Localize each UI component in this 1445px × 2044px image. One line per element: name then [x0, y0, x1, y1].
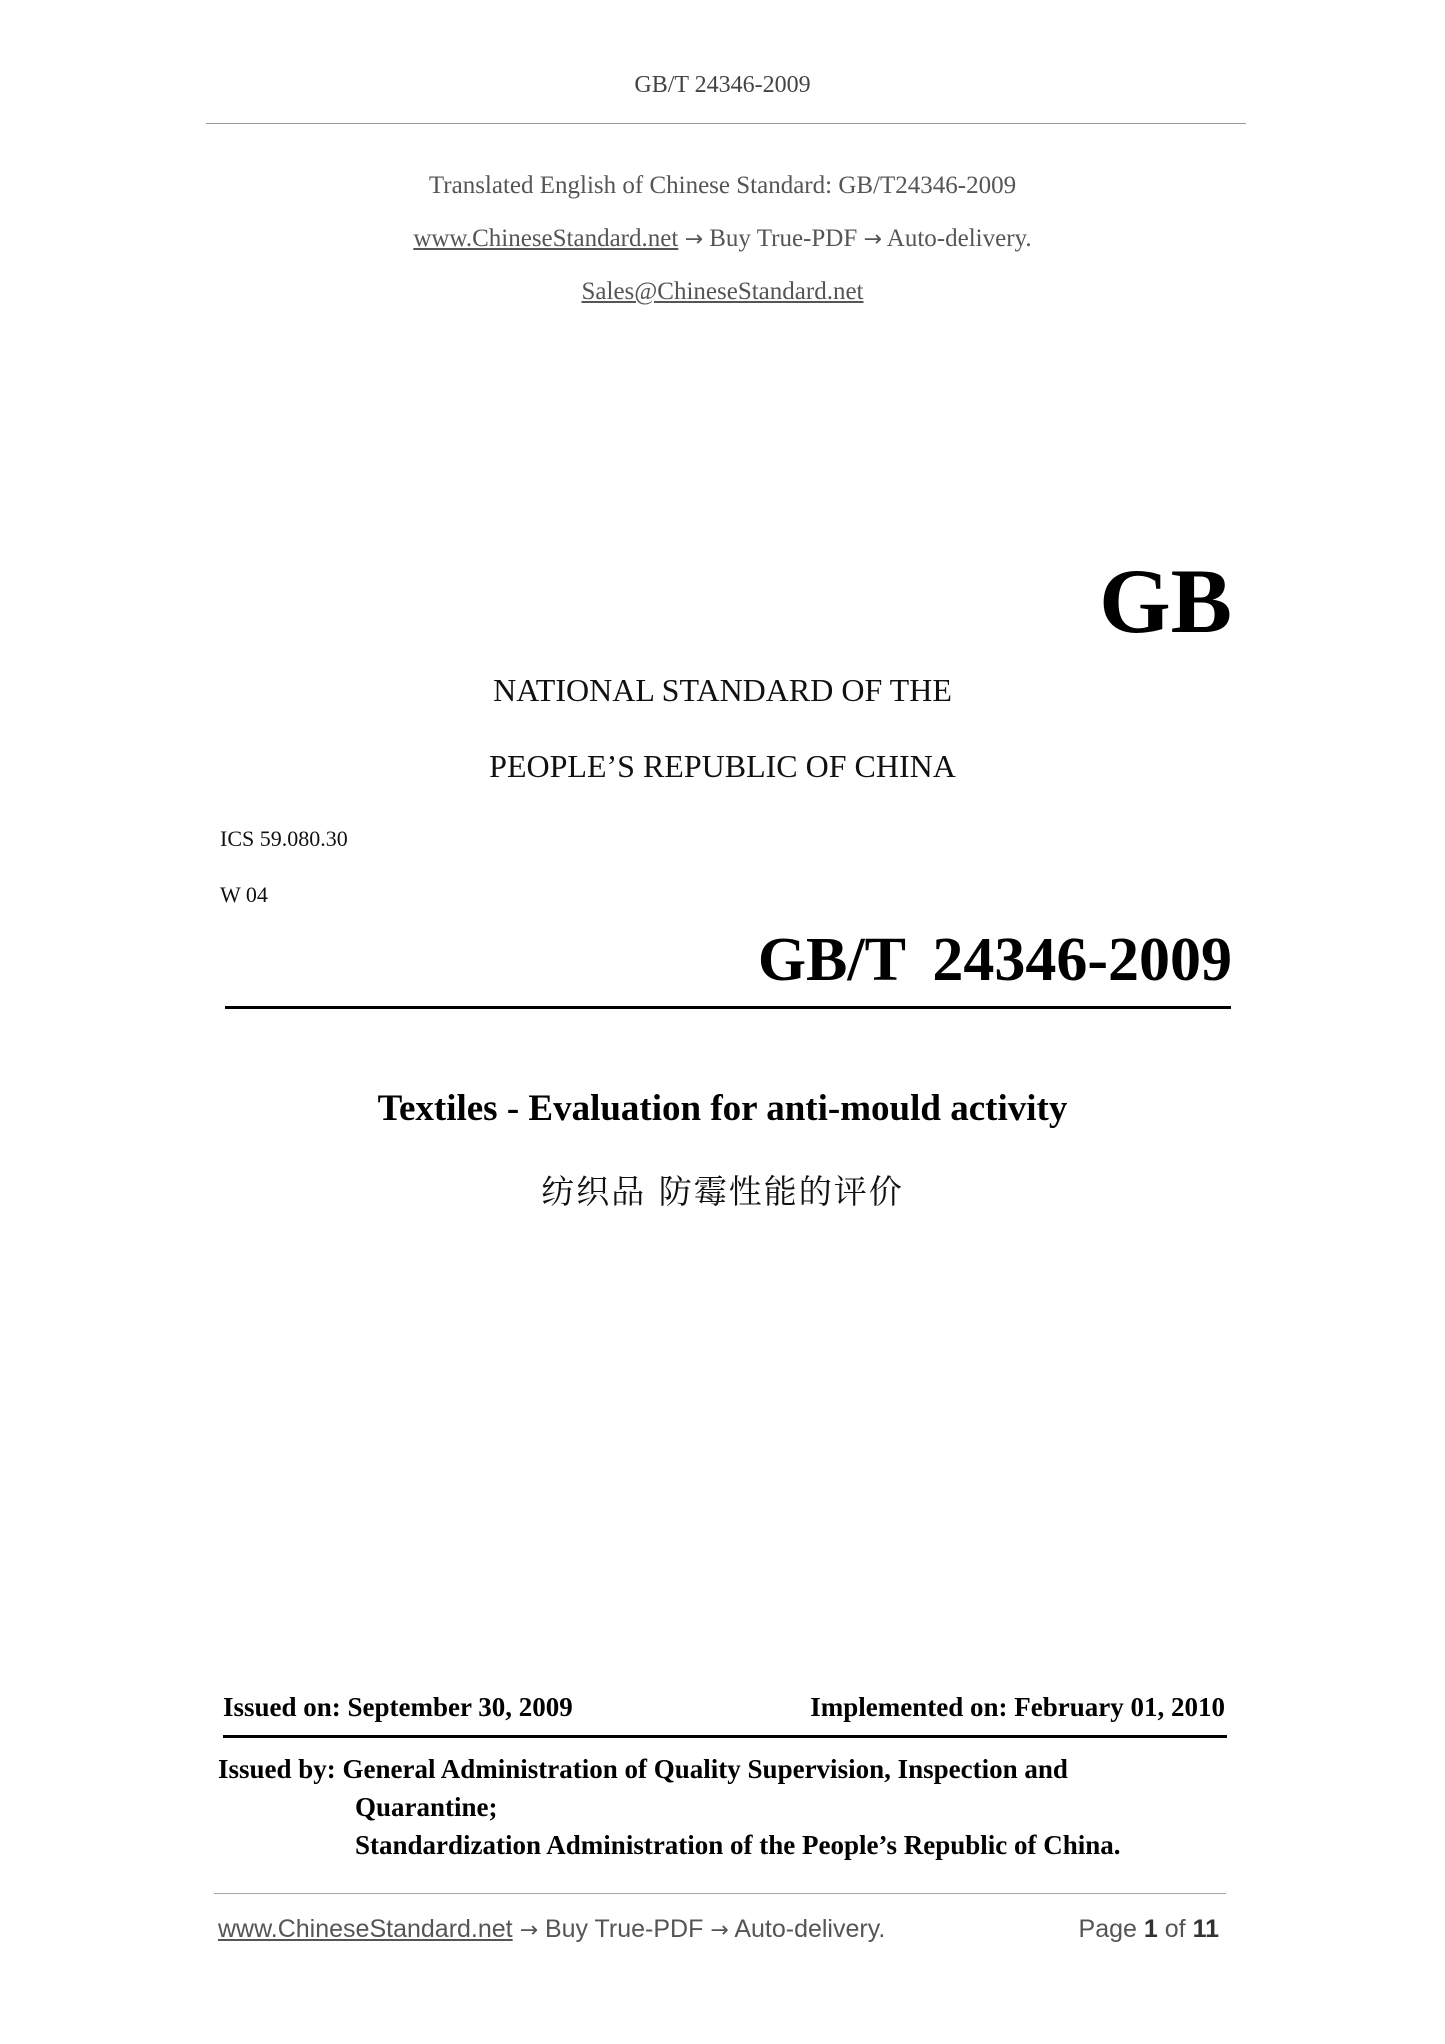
gb-mark: GB [1099, 550, 1232, 652]
auto-delivery-text: Auto-delivery. [886, 225, 1032, 252]
page-indicator [1079, 1915, 1219, 1944]
republic-line: PEOPLE’S REPUBLIC OF CHINA [489, 748, 956, 784]
standard-number: GB/T 24346-2009 [757, 926, 1232, 994]
running-header: GB/T 24346-2009 [634, 72, 811, 98]
page-total: 11 [1192, 1915, 1219, 1943]
arrow-right-icon: → [863, 227, 882, 252]
buy-true-pdf-text: Buy True-PDF [709, 225, 858, 252]
translation-notice: Translated English of Chinese Standard: GB/T24346-2009 [428, 172, 1017, 199]
arrow-right-icon: → [684, 227, 703, 252]
page-current: 1 [1143, 1915, 1158, 1943]
issued-by-line-3: Standardization Administration of the People’s Republic of China. [355, 1830, 1121, 1860]
issue-date-rule [223, 1735, 1227, 1738]
sales-email-link[interactable]: Sales@ChineseStandard.net [581, 278, 864, 305]
promo-line [0, 225, 1445, 253]
ccs-code: W 04 [220, 882, 268, 907]
standard-number-rule [225, 1006, 1231, 1009]
footer-divider [214, 1893, 1226, 1894]
site-link[interactable]: www.ChineseStandard.net [413, 225, 679, 252]
footer-site-link[interactable]: www.ChineseStandard.net [218, 1915, 513, 1943]
arrow-right-icon: → [710, 1918, 729, 1943]
footer-buy-text: Buy True-PDF [544, 1915, 704, 1943]
header-divider [206, 123, 1246, 124]
email-line [0, 278, 1445, 306]
page-label: Page [1078, 1915, 1137, 1943]
issued-by-line-2: Quarantine; [355, 1792, 498, 1822]
footer-delivery-text: Auto-delivery. [734, 1915, 886, 1943]
title-english: Textiles - Evaluation for anti-mould activity [377, 1088, 1068, 1129]
footer-promo [218, 1915, 885, 1944]
implemented-on-date: Implemented on: February 01, 2010 [810, 1692, 1225, 1722]
issued-by-line-1: Issued by: General Administration of Quality Supervision, Inspection and [218, 1754, 1068, 1784]
issued-by-block [218, 1750, 1121, 1864]
issued-on-date: Issued on: September 30, 2009 [223, 1692, 573, 1722]
page-of-label: of [1164, 1915, 1186, 1943]
title-chinese: 纺织品 防霉性能的评价 [541, 1172, 904, 1211]
ics-code: ICS 59.080.30 [220, 826, 348, 851]
national-standard-line: NATIONAL STANDARD OF THE [493, 672, 952, 708]
arrow-right-icon: → [519, 1918, 539, 1943]
